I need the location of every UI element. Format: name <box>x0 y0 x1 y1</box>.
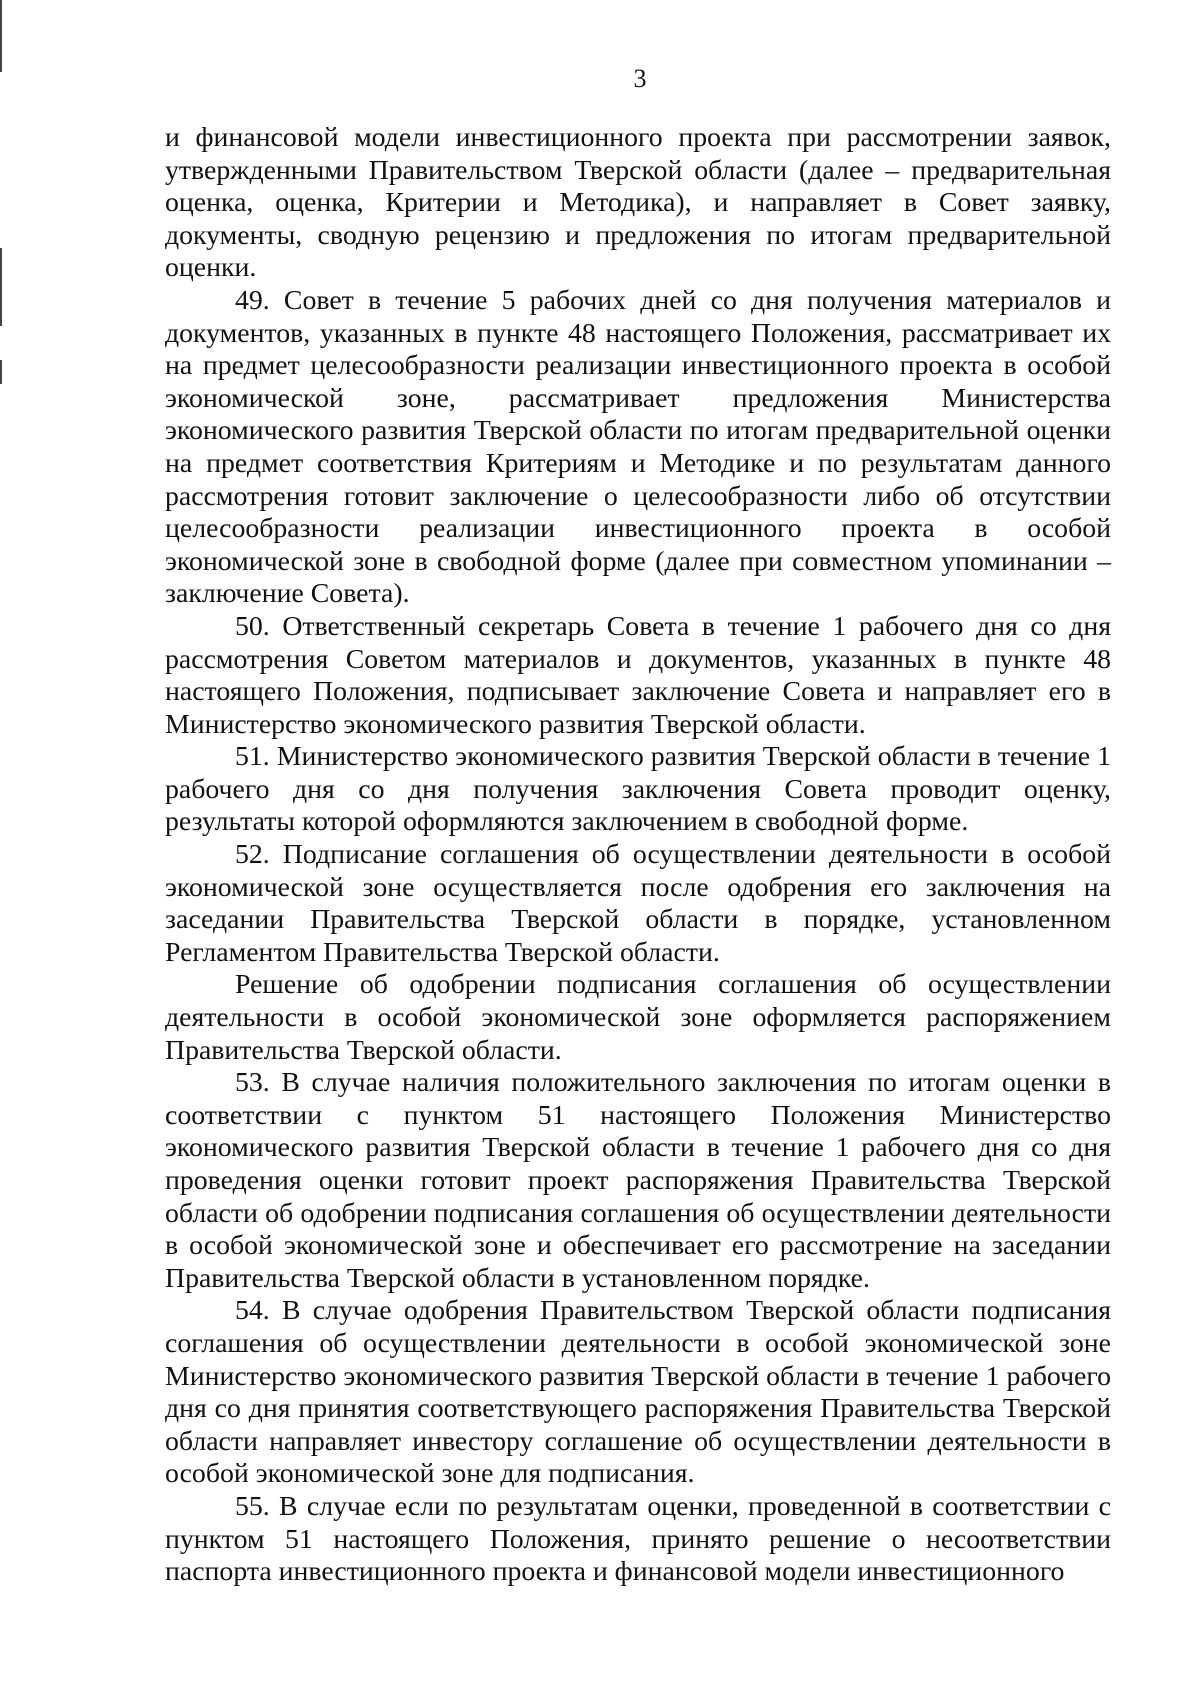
paragraph-50: 50. Ответственный секретарь Совета в течение 1 рабочего дня со дня рассмотрения Советом материалов и документов, указанных в пункте 48 настоящего Положения, подписывает заключение Совета и направляет его в Министерство экономического развития Тверской области. <box>165 610 1111 740</box>
scan-edge-mark <box>0 0 2 72</box>
paragraph-52-decision: Решение об одобрении подписания соглашения об осуществлении деятельности в особой экономической зоне оформляется распоряжением Правительства Тверской области. <box>165 969 1111 1066</box>
scan-edge-mark <box>0 360 2 384</box>
page-number: 3 <box>633 64 647 93</box>
paragraph-53: 53. В случае наличия положительного заключения по итогам оценки в соответствии с пунктом 51 настоящего Положения Министерство экономического развития Тверской области в течение 1 рабочего дня со дня проведения оценки готовит проект распоряжения Правительства Тверской области об одобрении подписания соглашения об осуществлении деятельности в особой экономической зоне и обеспечивает его рассмотрение на заседании Правительства Тверской области в установленном порядке. <box>165 1067 1111 1294</box>
scan-edge-mark <box>0 248 2 326</box>
document-body <box>165 122 1111 1589</box>
paragraph-54: 54. В случае одобрения Правительством Тверской области подписания соглашения об осуществлении деятельности в особой экономической зоне Министерство экономического развития Тверской области в течение 1 рабочего дня со дня принятия соответствующего распоряжения Правительства Тверской области направляет инвестору соглашение об осуществлении деятельности в особой экономической зоне для подписания. <box>165 1295 1111 1490</box>
paragraph-55: 55. В случае если по результатам оценки, проведенной в соответствии с пунктом 51 настоящего Положения, принято решение о несоответствии паспорта инвестиционного проекта и финансовой модели инвестиционного <box>165 1490 1111 1588</box>
paragraph-51: 51. Министерство экономического развития Тверской области в течение 1 рабочего дня со дня получения заключения Совета проводит оценку, результаты которой оформляются заключением в свободной форме. <box>165 741 1111 838</box>
paragraph-49: 49. Совет в течение 5 рабочих дней со дня получения материалов и документов, указанных в пункте 48 настоящего Положения, рассматривает их на предмет целесообразности реализации инвестиционного проекта в особой экономической зоне, рассматривает предложения Министерства экономического развития Тверской области по итогам предварительной оценки на предмет соответствия Критериям и Методике и по результатам данного рассмотрения готовит заключение о целесообразности либо об отсутствии целесообразности реализации инвестиционного проекта в особой экономической зоне в свободной форме (далее при совместном упоминании – заключение Совета). <box>165 284 1111 610</box>
paragraph-52: 52. Подписание соглашения об осуществлении деятельности в особой экономической зоне осуществляется после одобрения его заключения на заседании Правительства Тверской области в порядке, установленном Регламентом Правительства Тверской области. <box>165 839 1111 968</box>
paragraph-continuation: и финансовой модели инвестиционного проекта при рассмотрении заявок, утвержденными Правительством Тверской области (далее – предварительная оценка, оценка, Критерии и Методика), и направляет в Совет заявку, документы, сводную рецензию и предложения по итогам предварительной оценки. <box>165 122 1111 284</box>
